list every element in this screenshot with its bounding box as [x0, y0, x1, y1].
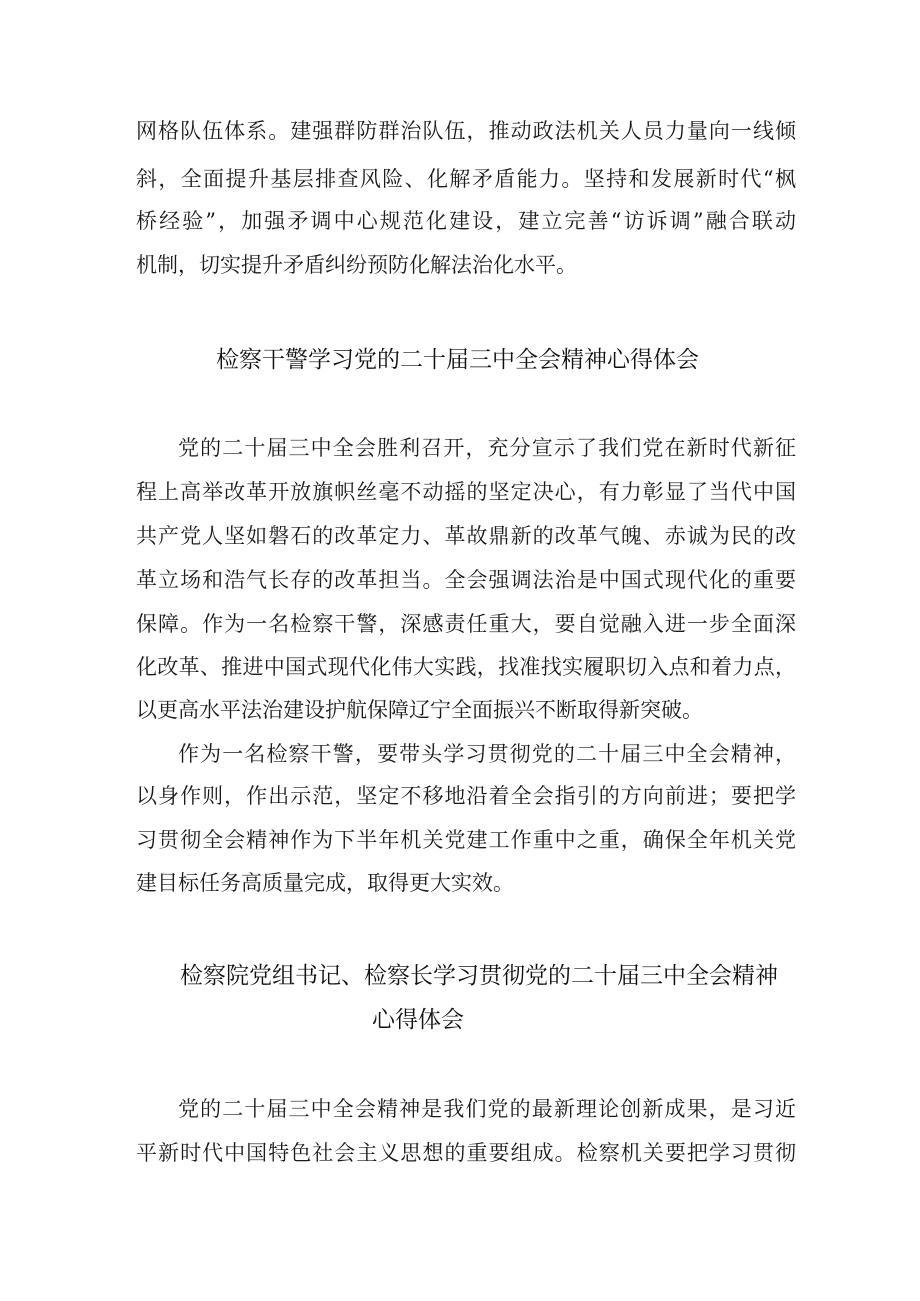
- text-line: 作为一名检察干警，要带头学习贯彻党的二十届三中全会精神，: [178, 742, 796, 766]
- text-line: 斜，全面提升基层排查风险、化解矛盾能力。坚持和发展新时代“枫: [136, 167, 796, 191]
- text-line: 建目标任务高质量完成，取得更大实效。: [136, 871, 514, 895]
- text-line: 网格队伍体系。建强群防群治队伍，推动政法机关人员力量向一线倾: [136, 119, 796, 143]
- text-line: 以身作则，作出示范，坚定不移地沿着全会指引的方向前进；要把学: [136, 784, 796, 808]
- text-line: 保障。作为一名检察干警，深感责任重大，要自觉融入进一步全面深: [136, 612, 796, 636]
- text-line: 革立场和浩气长存的改革担当。全会强调法治是中国式现代化的重要: [136, 568, 796, 592]
- text-line: 党的二十届三中全会精神是我们党的最新理论创新成果，是习近: [178, 1097, 796, 1121]
- text-line: 习贯彻全会精神作为下半年机关党建工作重中之重，确保全年机关党: [136, 828, 796, 852]
- text-line: 党的二十届三中全会胜利召开，充分宣示了我们党在新时代新征: [178, 436, 796, 460]
- text-line: 共产党人坚如磐石的改革定力、革故鼎新的改革气魄、赤诚为民的改: [136, 524, 796, 548]
- text-line: 机制，切实提升矛盾纠纷预防化解法治化水平。: [136, 253, 577, 277]
- text-line: 桥经验”，加强矛调中心规范化建设，建立完善“访诉调”融合联动: [136, 209, 796, 233]
- text-line: 以更高水平法治建设护航保障辽宁全面振兴不断取得新突破。: [136, 698, 703, 722]
- text-line: 化改革、推进中国式现代化伟大实践，找准找实履职切入点和着力点，: [136, 655, 796, 679]
- article-title: 检察干警学习党的二十届三中全会精神心得体会: [216, 347, 699, 373]
- text-line: 程上高举改革开放旗帜丝毫不动摇的坚定决心，有力彰显了当代中国: [136, 480, 796, 504]
- article-title: 检察院党组书记、检察长学习贯彻党的二十届三中全会精神: [180, 963, 778, 989]
- article-title-continuation: 心得体会: [372, 1007, 464, 1033]
- text-line: 平新时代中国特色社会主义思想的重要组成。检察机关要把学习贯彻: [136, 1141, 796, 1165]
